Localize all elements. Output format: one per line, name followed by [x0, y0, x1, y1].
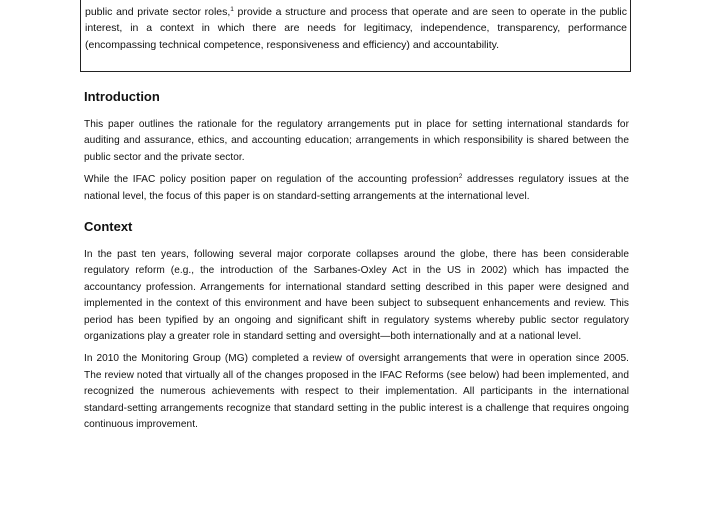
summary-box: [80, 0, 631, 72]
introduction-paragraph-1: This paper outlines the rationale for the regulatory arrangements put in place for setting international standards for auditing and assurance, ethics, and accounting education; arrangements in which responsibility is shared between the public sector and the private sector.: [84, 119, 629, 163]
context-heading: Context: [84, 219, 133, 235]
context-paragraph-2: In 2010 the Monitoring Group (MG) completed a review of oversight arrangements that were in operation since 2005. The review noted that virtually all of the changes proposed in the IFAC Reforms (see below) had been implemented, and recognized the numerous achievements with respect to their implementation. All participants in the international standard-setting arrangements recognize that standard setting in the public interest is a challenge that requires ongoing continuous improvement.: [84, 353, 629, 431]
introduction-paragraph-2: [84, 172, 629, 205]
context-paragraph-1: In the past ten years, following several major corporate collapses around the globe, there has been considerable regulatory reform (e.g., the introduction of the Sarbanes-Oxley Act in the US in 2002) which has impacted the accountancy profession. Arrangements for international standard setting described in this paper were designed and implemented in the context of this environment and have been subject to subsequent enhancements and review. This period has been typified by an ongoing and significant shift in regulatory systems whereby public sector regulatory organizations play a greater role in standard setting and oversight—both internationally and at a national level.: [84, 249, 629, 343]
footnote-ref-2[interactable]: 2: [458, 173, 463, 181]
summary-text-rest: provide a structure and process that operate and are seen to operate in the public interest, in a context in which there are needs for legitimacy, independence, transparency, performance (encompassing technical competence, responsiveness and efficiency) and accountability.: [85, 6, 628, 51]
introduction-heading: Introduction: [84, 89, 160, 104]
section-spacer: [84, 211, 629, 218]
main-content: [84, 88, 629, 440]
intro-p2-rest: addresses regulatory issues at the national level, the focus of this paper is on standard-setting arrangements at the international level.: [84, 174, 629, 202]
summary-text-start: public and private sector roles,: [85, 6, 231, 18]
footnote-ref-1[interactable]: 1: [230, 6, 234, 13]
intro-p2-start: While the IFAC policy position paper on regulation of the accounting profession: [84, 174, 459, 186]
summary-box-text: [85, 4, 627, 53]
